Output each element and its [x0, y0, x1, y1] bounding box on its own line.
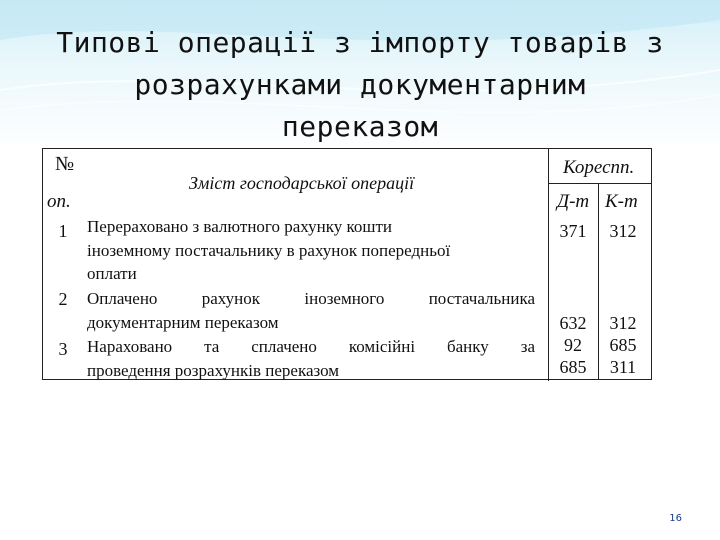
debit-value: 632: [559, 313, 587, 333]
credit-value: 311: [609, 357, 637, 377]
title-line: розрахунками документарним: [134, 68, 586, 101]
operation-text: [87, 287, 535, 334]
operation-line: Нараховано та сплачено комісійні банку за: [87, 337, 535, 356]
credit-value: 685: [609, 335, 637, 355]
title-line: переказом: [281, 110, 439, 143]
header-content: Зміст господарської операції: [189, 173, 415, 193]
header-no-op: оп.: [47, 191, 71, 212]
operation-line: Перераховано з валютного рахунку кошти: [87, 217, 392, 236]
operation-line: іноземному постачальнику в рахунок попередньої: [87, 240, 451, 260]
operation-line: проведення розрахунків переказом: [87, 360, 340, 380]
header-debit: Д-т: [557, 191, 590, 212]
debit-value: 92: [564, 335, 582, 355]
row-number: 3: [58, 339, 68, 359]
operation-line: Оплачено рахунок іноземного постачальника: [87, 289, 535, 308]
operation-line: оплати: [87, 264, 137, 283]
slide-title: [20, 22, 700, 148]
header-corresp: Кореспп.: [563, 157, 635, 178]
debit-value: 371: [559, 221, 587, 241]
operations-table: [42, 148, 652, 380]
title-line: Типові операції з імпорту товарів з: [56, 26, 664, 59]
page-number: 16: [669, 513, 682, 524]
operation-text: [87, 335, 535, 382]
debit-value: 685: [559, 357, 587, 377]
credit-value: 312: [609, 221, 637, 241]
row-number: 2: [58, 289, 68, 309]
row-divider: [548, 183, 652, 184]
row-number: 1: [58, 221, 68, 241]
header-credit: К-т: [605, 191, 638, 212]
operation-line: документарним переказом: [87, 312, 279, 332]
credit-value: 312: [609, 313, 637, 333]
operation-text: [87, 215, 535, 286]
header-no: №: [55, 153, 75, 175]
column-divider: [598, 183, 599, 379]
